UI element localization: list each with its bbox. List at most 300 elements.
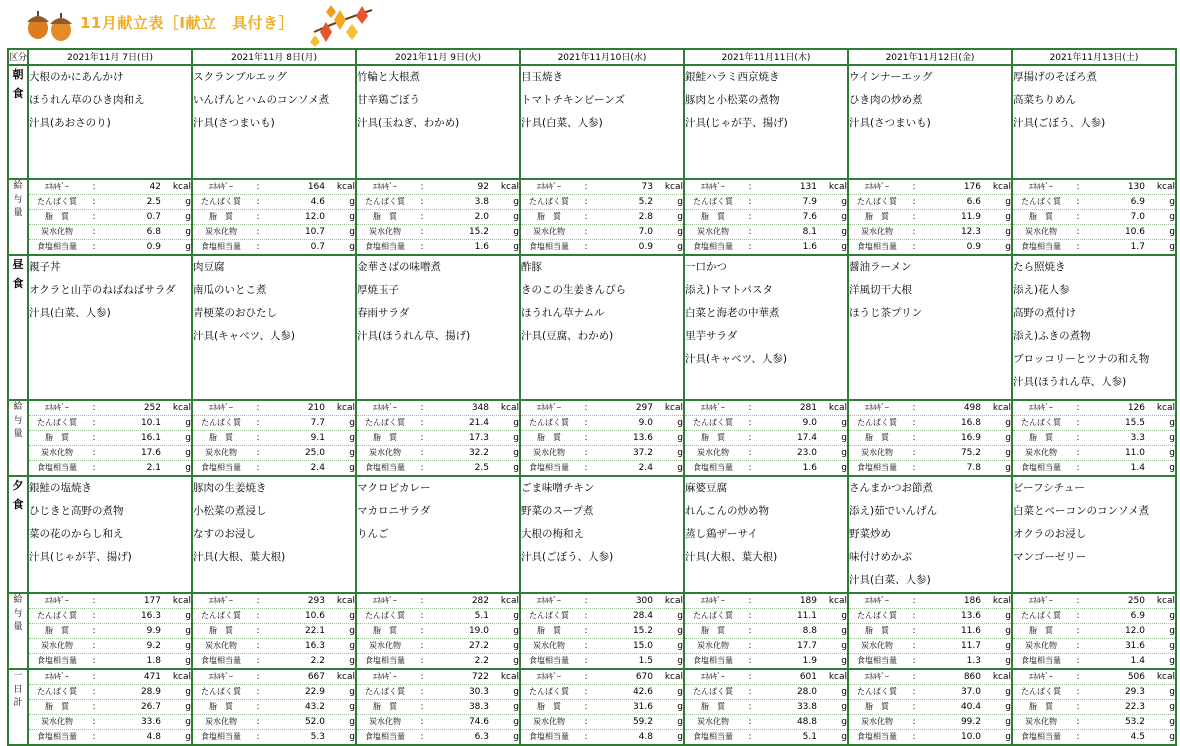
- nutrient-unit: kcal: [664, 672, 683, 682]
- nutrient-name: ｴﾈﾙｷﾞｰ: [45, 182, 69, 191]
- nutrient-value: 9.0: [802, 418, 817, 428]
- nutrient-unit: kcal: [172, 403, 191, 413]
- nutrition-row: [29, 210, 191, 225]
- nutrient-unit: g: [185, 463, 191, 473]
- dish-cell: [356, 65, 520, 179]
- nutrient-unit: g: [1005, 433, 1011, 443]
- nutrition-row: [849, 670, 1011, 685]
- nutrition-row: [29, 685, 191, 700]
- nutrient-value: 9.1: [310, 433, 325, 443]
- nutrient-value: 43.2: [304, 702, 325, 712]
- nutrient-unit: g: [513, 626, 519, 636]
- dish-item: 南瓜のいとこ煮: [193, 284, 267, 296]
- nutrition-row: [685, 240, 847, 254]
- nutrition-row: [849, 401, 1011, 416]
- nutrient-name: 食塩相当量: [529, 656, 569, 665]
- nutrient-unit: g: [677, 197, 683, 207]
- nutrient-value: 10.0: [960, 732, 981, 742]
- nutrient-colon: :: [584, 596, 588, 606]
- nutrient-colon: :: [912, 212, 916, 222]
- nutrient-value: 27.2: [468, 641, 489, 651]
- date-header: 2021年11月11日(木): [684, 49, 848, 65]
- dish-item: 汁具(玉ねぎ、わかめ): [357, 117, 460, 129]
- nutrient-value: 4.5: [1130, 732, 1145, 742]
- nutrition-row: [1013, 639, 1175, 654]
- nutrition-row: [849, 416, 1011, 431]
- nutrient-colon: :: [256, 641, 260, 651]
- nutrition-cell: [192, 179, 356, 255]
- supply-label: [8, 593, 28, 669]
- nutrient-value: 42.6: [632, 687, 653, 697]
- nutrition-row: [1013, 210, 1175, 225]
- nutrition-row: [29, 180, 191, 195]
- nutrient-colon: :: [92, 433, 96, 443]
- nutrient-colon: :: [1076, 732, 1080, 742]
- dish-item: トマトチキンビーンズ: [521, 94, 625, 106]
- dish-cell: [1012, 65, 1176, 179]
- nutrient-name: 脂 質: [1029, 702, 1053, 711]
- nutrition-row: [849, 240, 1011, 254]
- nutrient-value: 42: [149, 182, 161, 192]
- nutrient-value: 860: [963, 672, 981, 682]
- nutrition-row: [521, 416, 683, 431]
- nutrient-name: たんぱく質: [857, 687, 897, 696]
- dish-cell: [192, 255, 356, 400]
- nutrient-unit: kcal: [172, 672, 191, 682]
- nutrition-row: [29, 654, 191, 668]
- nutrition-cell: [520, 669, 684, 745]
- nutrient-name: 炭水化物: [861, 641, 893, 650]
- nutrient-unit: g: [349, 227, 355, 237]
- nutrient-colon: :: [584, 641, 588, 651]
- nutrient-name: 脂 質: [865, 212, 889, 221]
- nutrient-value: 3.8: [474, 197, 489, 207]
- nutrition-row: [193, 670, 355, 685]
- nutrient-value: 3.3: [1130, 433, 1145, 443]
- nutrition-row: [29, 624, 191, 639]
- nutrient-value: 4.8: [638, 732, 653, 742]
- nutrient-colon: :: [92, 717, 96, 727]
- nutrient-value: 293: [307, 596, 325, 606]
- nutrient-name: たんぱく質: [857, 611, 897, 620]
- nutrition-row: [193, 700, 355, 715]
- nutrient-unit: g: [185, 641, 191, 651]
- nutrient-name: ｴﾈﾙｷﾞｰ: [209, 182, 233, 191]
- nutrient-unit: kcal: [828, 182, 847, 192]
- nutrient-name: 食塩相当量: [201, 656, 241, 665]
- nutrition-cell: [28, 400, 192, 476]
- nutrient-value: 30.3: [468, 687, 489, 697]
- nutrient-value: 17.6: [140, 448, 161, 458]
- supply-label-char: 与: [13, 194, 23, 205]
- nutrient-value: 7.0: [1130, 212, 1145, 222]
- nutrient-colon: :: [912, 611, 916, 621]
- nutrient-colon: :: [748, 448, 752, 458]
- nutrient-name: ｴﾈﾙｷﾞｰ: [1029, 672, 1053, 681]
- nutrient-unit: g: [841, 687, 847, 697]
- nutrient-name: 脂 質: [537, 433, 561, 442]
- nutrient-value: 7.6: [802, 212, 817, 222]
- nutrient-colon: :: [256, 717, 260, 727]
- nutrient-colon: :: [584, 433, 588, 443]
- autumn-leaves-icon: [306, 2, 376, 48]
- dish-cell: [520, 476, 684, 593]
- nutrient-colon: :: [912, 656, 916, 666]
- menu-table: [7, 48, 1177, 746]
- dish-item: ほうれん草のひき肉和え: [29, 94, 145, 106]
- nutrient-value: 12.3: [960, 227, 981, 237]
- nutrient-unit: g: [349, 463, 355, 473]
- nutrient-name: 脂 質: [701, 702, 725, 711]
- nutrient-colon: :: [912, 463, 916, 473]
- date-header: 2021年11月12日(金): [848, 49, 1012, 65]
- nutrition-row: [357, 654, 519, 668]
- nutrient-value: 186: [963, 596, 981, 606]
- nutrient-value: 74.6: [468, 717, 489, 727]
- nutrient-name: 炭水化物: [697, 717, 729, 726]
- nutrient-value: 17.3: [468, 433, 489, 443]
- nutrition-row: [357, 195, 519, 210]
- nutrient-colon: :: [256, 656, 260, 666]
- nutrient-value: 1.6: [474, 242, 489, 252]
- nutrient-unit: g: [677, 448, 683, 458]
- kubun-header: 区分: [8, 49, 28, 65]
- nutrition-row: [29, 715, 191, 730]
- nutrient-name: 脂 質: [45, 702, 69, 711]
- nutrient-unit: g: [841, 212, 847, 222]
- dish-item: 汁具(さつまいも): [193, 117, 275, 129]
- nutrient-colon: :: [584, 227, 588, 237]
- nutrition-row: [849, 654, 1011, 668]
- nutrient-value: 5.2: [638, 197, 653, 207]
- nutrition-cell: [684, 179, 848, 255]
- nutrient-colon: :: [912, 418, 916, 428]
- dish-item: ごま味噌チキン: [521, 482, 595, 494]
- nutrient-colon: :: [92, 687, 96, 697]
- nutrient-value: 11.1: [796, 611, 817, 621]
- dish-item: 里芋サラダ: [685, 330, 738, 342]
- nutrient-value: 6.9: [1130, 197, 1145, 207]
- nutrition-row: [1013, 594, 1175, 609]
- nutrient-name: 炭水化物: [697, 641, 729, 650]
- nutrient-unit: g: [349, 626, 355, 636]
- nutrient-colon: :: [748, 182, 752, 192]
- nutrient-unit: kcal: [500, 182, 519, 192]
- nutrient-name: 炭水化物: [205, 227, 237, 236]
- acorn-icon: [24, 6, 76, 42]
- nutrient-colon: :: [420, 596, 424, 606]
- nutrition-row: [521, 594, 683, 609]
- nutrient-unit: kcal: [1156, 672, 1175, 682]
- nutrient-name: ｴﾈﾙｷﾞｰ: [209, 596, 233, 605]
- date-header: 2021年11月 8日(月): [192, 49, 356, 65]
- nutrient-name: 食塩相当量: [693, 463, 733, 472]
- nutrient-unit: g: [349, 448, 355, 458]
- nutrient-unit: kcal: [992, 182, 1011, 192]
- nutrient-unit: kcal: [336, 403, 355, 413]
- nutrient-colon: :: [256, 182, 260, 192]
- nutrition-cell: [684, 669, 848, 745]
- nutrient-name: 食塩相当量: [857, 242, 897, 251]
- nutrient-unit: kcal: [992, 596, 1011, 606]
- dish-cell: [192, 476, 356, 593]
- nutrient-value: 4.6: [310, 197, 325, 207]
- nutrient-value: 21.4: [468, 418, 489, 428]
- nutrient-colon: :: [92, 448, 96, 458]
- dish-item: 青梗菜のおひたし: [193, 307, 277, 319]
- dish-item: 肉豆腐: [193, 261, 225, 273]
- nutrient-value: 8.8: [802, 626, 817, 636]
- nutrient-name: 脂 質: [865, 702, 889, 711]
- nutrient-unit: g: [1005, 702, 1011, 712]
- nutrition-row: [1013, 195, 1175, 210]
- dish-item: 汁具(ほうれん草、人参): [1013, 376, 1127, 388]
- nutrient-unit: g: [513, 656, 519, 666]
- nutrition-row: [357, 700, 519, 715]
- dish-item: 汁具(豆腐、わかめ): [521, 330, 614, 342]
- nutrient-name: 食塩相当量: [857, 656, 897, 665]
- nutrition-row: [685, 210, 847, 225]
- lunch-dishes-row: [8, 255, 1176, 400]
- nutrient-name: たんぱく質: [201, 687, 241, 696]
- nutrient-value: 210: [307, 403, 325, 413]
- nutrient-name: 炭水化物: [1025, 227, 1057, 236]
- nutrient-name: ｴﾈﾙｷﾞｰ: [865, 182, 889, 191]
- dish-item: ほうれん草ナムル: [521, 307, 605, 319]
- nutrient-unit: g: [677, 227, 683, 237]
- nutrient-value: 10.7: [304, 227, 325, 237]
- nutrition-row: [357, 225, 519, 240]
- nutrition-row: [849, 461, 1011, 475]
- dish-item: 汁具(じゃが芋、揚げ): [685, 117, 788, 129]
- nutrient-name: 食塩相当量: [365, 732, 405, 741]
- nutrient-value: 8.1: [802, 227, 817, 237]
- nutrient-colon: :: [420, 717, 424, 727]
- nutrient-unit: g: [1169, 626, 1175, 636]
- nutrient-unit: g: [677, 418, 683, 428]
- nutrition-row: [193, 715, 355, 730]
- nutrition-row: [521, 700, 683, 715]
- nutrient-name: 食塩相当量: [37, 463, 77, 472]
- nutrient-value: 11.6: [960, 626, 981, 636]
- nutrition-row: [685, 670, 847, 685]
- dinner-label-char: 夕: [12, 479, 24, 492]
- nutrient-value: 1.6: [802, 463, 817, 473]
- nutrition-cell: [520, 179, 684, 255]
- nutrient-colon: :: [256, 418, 260, 428]
- nutrient-value: 15.2: [632, 626, 653, 636]
- nutrition-row: [357, 180, 519, 195]
- nutrient-name: ｴﾈﾙｷﾞｰ: [865, 403, 889, 412]
- nutrient-value: 17.7: [796, 641, 817, 651]
- nutrition-row: [1013, 225, 1175, 240]
- nutrient-value: 75.2: [960, 448, 981, 458]
- nutrition-cell: [356, 669, 520, 745]
- nutrient-name: たんぱく質: [693, 611, 733, 620]
- nutrient-value: 601: [799, 672, 817, 682]
- nutrition-row: [357, 210, 519, 225]
- nutrient-colon: :: [584, 702, 588, 712]
- nutrient-colon: :: [584, 242, 588, 252]
- nutrient-value: 9.2: [146, 641, 161, 651]
- nutrient-unit: g: [841, 242, 847, 252]
- nutrient-name: ｴﾈﾙｷﾞｰ: [537, 182, 561, 191]
- nutrient-value: 33.6: [140, 717, 161, 727]
- nutrient-name: 炭水化物: [205, 448, 237, 457]
- nutrient-colon: :: [92, 463, 96, 473]
- nutrient-unit: g: [677, 732, 683, 742]
- nutrient-colon: :: [748, 197, 752, 207]
- nutrient-unit: g: [1169, 656, 1175, 666]
- nutrient-name: 炭水化物: [533, 717, 565, 726]
- nutrient-unit: g: [1169, 687, 1175, 697]
- nutrient-name: 脂 質: [209, 433, 233, 442]
- dish-item: 麻婆豆腐: [685, 482, 727, 494]
- nutrient-name: たんぱく質: [37, 687, 77, 696]
- nutrition-row: [849, 624, 1011, 639]
- nutrient-colon: :: [748, 672, 752, 682]
- nutrient-name: 炭水化物: [533, 641, 565, 650]
- nutrition-row: [521, 401, 683, 416]
- nutrient-unit: kcal: [664, 403, 683, 413]
- nutrient-colon: :: [584, 717, 588, 727]
- nutrient-name: ｴﾈﾙｷﾞｰ: [865, 672, 889, 681]
- nutrient-colon: :: [256, 626, 260, 636]
- nutrient-unit: g: [1005, 626, 1011, 636]
- nutrient-colon: :: [584, 403, 588, 413]
- nutrient-unit: g: [513, 702, 519, 712]
- nutrient-value: 471: [143, 672, 161, 682]
- nutrition-cell: [848, 400, 1012, 476]
- nutrition-row: [193, 639, 355, 654]
- nutrition-row: [193, 210, 355, 225]
- nutrient-unit: g: [1169, 611, 1175, 621]
- nutrition-row: [29, 609, 191, 624]
- nutrient-unit: g: [513, 212, 519, 222]
- dish-item: 汁具(白菜、人参): [521, 117, 603, 129]
- nutrient-unit: g: [349, 717, 355, 727]
- nutrient-name: ｴﾈﾙｷﾞｰ: [537, 596, 561, 605]
- nutrient-name: ｴﾈﾙｷﾞｰ: [373, 672, 397, 681]
- nutrient-value: 53.2: [1124, 717, 1145, 727]
- nutrition-row: [521, 639, 683, 654]
- nutrient-colon: :: [92, 656, 96, 666]
- nutrient-value: 9.0: [638, 418, 653, 428]
- nutrition-row: [357, 594, 519, 609]
- nutrient-value: 2.5: [146, 197, 161, 207]
- nutrition-row: [849, 225, 1011, 240]
- nutrient-colon: :: [748, 596, 752, 606]
- nutrient-unit: g: [185, 687, 191, 697]
- nutrient-value: 667: [307, 672, 325, 682]
- lunch-label-char: 昼: [12, 258, 24, 271]
- nutrient-colon: :: [748, 403, 752, 413]
- nutrient-unit: g: [677, 641, 683, 651]
- nutrient-unit: kcal: [1156, 596, 1175, 606]
- nutrition-row: [849, 195, 1011, 210]
- nutrition-cell: [684, 593, 848, 669]
- nutrient-unit: g: [841, 702, 847, 712]
- nutrient-colon: :: [92, 702, 96, 712]
- dish-item: 添え)花人参: [1013, 284, 1070, 296]
- nutrient-colon: :: [256, 463, 260, 473]
- dish-item: 竹輪と大根煮: [357, 71, 420, 83]
- nutrient-unit: g: [677, 656, 683, 666]
- nutrition-row: [29, 639, 191, 654]
- nutrition-row: [849, 685, 1011, 700]
- nutrient-value: 38.3: [468, 702, 489, 712]
- nutrient-value: 33.8: [796, 702, 817, 712]
- nutrient-name: ｴﾈﾙｷﾞｰ: [701, 403, 725, 412]
- dish-item: 銀鮭ハラミ西京焼き: [685, 71, 780, 83]
- nutrient-name: 脂 質: [373, 433, 397, 442]
- nutrition-row: [685, 225, 847, 240]
- nutrient-colon: :: [420, 687, 424, 697]
- nutrient-colon: :: [1076, 463, 1080, 473]
- nutrient-unit: g: [1169, 227, 1175, 237]
- nutrient-value: 9.9: [146, 626, 161, 636]
- nutrient-name: たんぱく質: [1021, 687, 1061, 696]
- nutrient-value: 11.9: [960, 212, 981, 222]
- nutrient-value: 13.6: [632, 433, 653, 443]
- nutrient-unit: g: [1005, 732, 1011, 742]
- nutrition-cell: [848, 593, 1012, 669]
- nutrient-unit: kcal: [500, 672, 519, 682]
- nutrient-name: 脂 質: [45, 626, 69, 635]
- nutrition-row: [1013, 446, 1175, 461]
- nutrient-unit: g: [185, 448, 191, 458]
- dish-cell: [848, 255, 1012, 400]
- nutrient-name: 脂 質: [209, 702, 233, 711]
- dish-item: 醤油ラーメン: [849, 261, 912, 273]
- nutrient-colon: :: [1076, 702, 1080, 712]
- dish-item: 大根のかにあんかけ: [29, 71, 124, 83]
- dish-item: 添え)茹でいんげん: [849, 505, 938, 517]
- daily-total-label: [8, 669, 28, 745]
- nutrition-row: [849, 700, 1011, 715]
- nutrient-value: 19.0: [468, 626, 489, 636]
- nutrient-value: 250: [1127, 596, 1145, 606]
- nutrient-unit: g: [349, 656, 355, 666]
- dish-item: 銀鮭の塩焼き: [29, 482, 92, 494]
- nutrition-row: [1013, 461, 1175, 475]
- nutrition-row: [521, 609, 683, 624]
- nutrient-colon: :: [92, 212, 96, 222]
- nutrient-unit: g: [1169, 448, 1175, 458]
- daily-total-label-char: 計: [13, 698, 23, 708]
- nutrition-cell: [28, 593, 192, 669]
- nutrient-value: 6.9: [1130, 611, 1145, 621]
- dish-item: 厚揚げのそぼろ煮: [1013, 71, 1097, 83]
- nutrient-name: 脂 質: [1029, 212, 1053, 221]
- nutrition-row: [1013, 401, 1175, 416]
- nutrient-colon: :: [92, 732, 96, 742]
- nutrient-unit: g: [841, 626, 847, 636]
- nutrient-unit: g: [349, 242, 355, 252]
- nutrient-value: 10.6: [1124, 227, 1145, 237]
- nutrition-cell: [356, 400, 520, 476]
- nutrient-value: 22.9: [304, 687, 325, 697]
- nutrient-unit: g: [185, 242, 191, 252]
- nutrient-unit: g: [185, 732, 191, 742]
- nutrient-colon: :: [584, 626, 588, 636]
- nutrient-colon: :: [1076, 448, 1080, 458]
- dish-item: 豚肉と小松菜の煮物: [685, 94, 780, 106]
- nutrition-row: [849, 730, 1011, 744]
- nutrient-unit: g: [513, 611, 519, 621]
- nutrient-value: 5.1: [802, 732, 817, 742]
- dish-item: オクラのお浸し: [1013, 528, 1087, 540]
